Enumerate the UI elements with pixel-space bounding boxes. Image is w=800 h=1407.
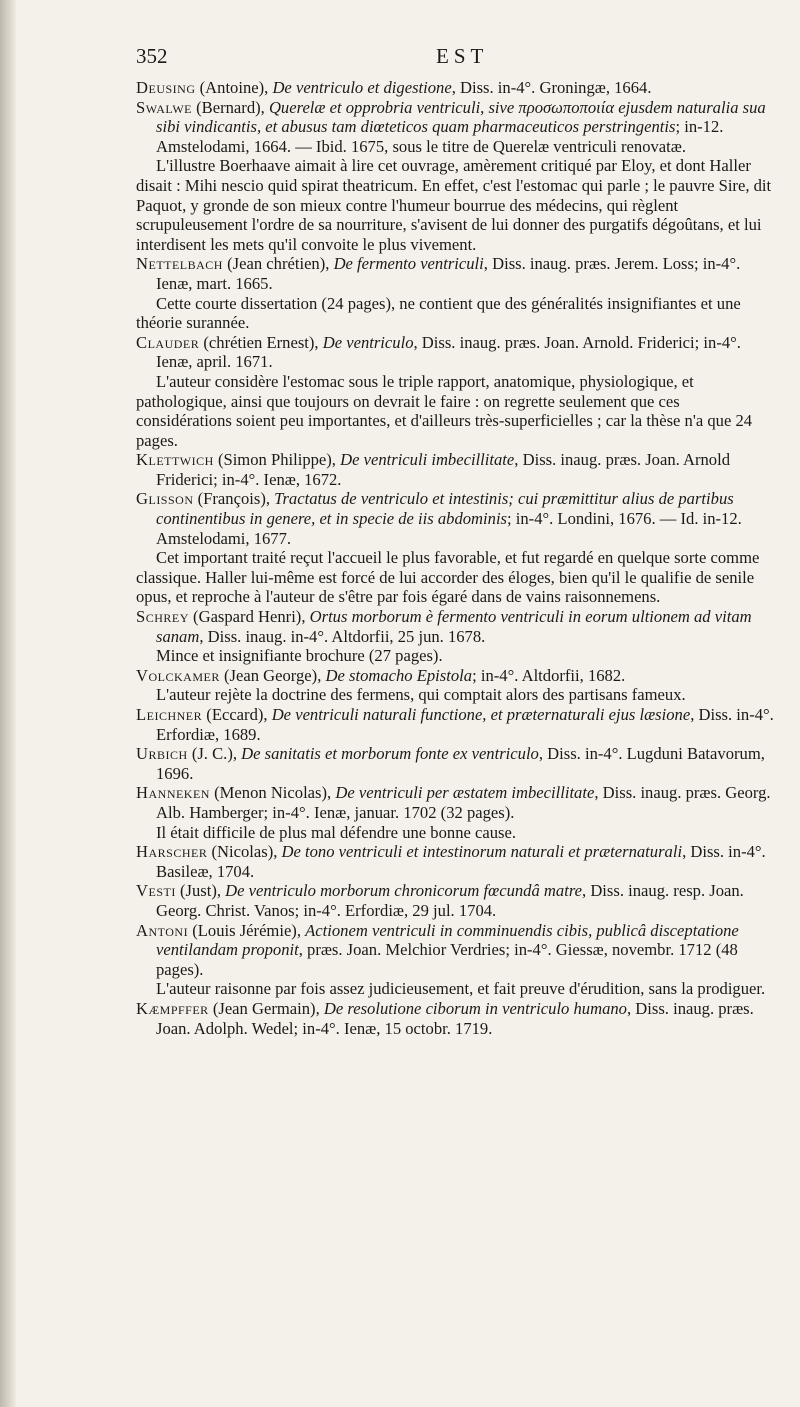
- bibliographic-citation: [136, 881, 774, 920]
- work-title: De tono ventriculi et intestinorum naturali et præternaturali: [281, 842, 683, 862]
- bibliographic-citation: [136, 921, 774, 980]
- bibliographic-citation: [136, 607, 774, 646]
- author-forenames: (Eccard),: [202, 705, 272, 724]
- work-title: Tractatus de ventriculo et intestinis; cui præmittitur alius de partibus continentibus in genere, et in specie de iis abdominis: [156, 489, 734, 529]
- author-forenames: (Jean Germain),: [208, 998, 324, 1018]
- author-forenames: (Menon Nicolas),: [209, 783, 336, 803]
- author-name: Vesti: [136, 881, 176, 901]
- imprint: , Diss. in-4°. Lugduni Batavorum, 1696.: [156, 744, 765, 783]
- work-title: De ventriculo morborum chronicorum fœcundâ matre: [225, 881, 583, 901]
- bibliographic-citation: [136, 489, 774, 548]
- work-title: De ventriculo et digestione: [272, 78, 452, 97]
- author-name: Urbich: [136, 744, 188, 764]
- work-title: De resolutione ciborum in ventriculo humano: [323, 998, 627, 1018]
- author-forenames: (Gaspard Henri),: [188, 607, 310, 627]
- imprint: , Diss. inaug. in-4°. Altdorfii, 25 jun. 1678.: [199, 626, 486, 646]
- bibliographic-citation: [136, 450, 774, 489]
- running-head: EST: [436, 44, 489, 68]
- author-forenames: (Simon Philippe),: [213, 450, 341, 470]
- author-forenames: (Just),: [175, 881, 226, 901]
- imprint: , Diss. inaug. præs. Joan. Arnold Friderici; in-4°. Ienæ, 1672.: [156, 450, 731, 489]
- work-title: De ventriculo: [322, 332, 414, 352]
- author-name: Leichner: [136, 705, 203, 724]
- author-forenames: (chrétien Ernest),: [199, 332, 323, 352]
- author-name: Volckamer: [136, 665, 220, 685]
- bibliographic-citation: [136, 78, 774, 98]
- commentary-paragraph: L'auteur considère l'estomac sous le triple rapport, anatomique, physiologique, et pathologique, ainsi que toujours on devrait le faire : on regrette seulement que ces considérations soient peu importantes, et d'ailleurs très-superficielles ; car la thèse n'a que 24 pages.: [136, 371, 753, 450]
- author-name: Deusing: [136, 78, 196, 97]
- author-forenames: (Nicolas),: [207, 842, 282, 862]
- bibliographic-citation: [136, 333, 774, 372]
- imprint: , Diss. in-4°. Erfordiæ, 1689.: [156, 705, 774, 744]
- work-title: De ventriculi imbecillitate: [340, 450, 515, 470]
- work-title: De stomacho Epistola: [325, 665, 473, 685]
- author-name: Kæmpffer: [136, 998, 209, 1018]
- imprint: , Diss. inaug. præs. Jerem. Loss; in-4°. Ienæ, mart. 1665.: [156, 254, 741, 293]
- bibliography-entries: [136, 78, 774, 1038]
- work-title: De sanitatis et morborum fonte ex ventriculo: [241, 744, 539, 764]
- author-forenames: (Jean George),: [219, 665, 326, 685]
- binding-shadow: [0, 0, 16, 1407]
- author-name: Schrey: [136, 607, 189, 627]
- author-name: Clauder: [136, 332, 200, 352]
- author-name: Harscher: [136, 842, 208, 862]
- author-forenames: (Jean chrétien),: [222, 254, 334, 274]
- imprint: , Diss. inaug. præs. Joan. Arnold. Friderici; in-4°. Ienæ, april. 1671.: [156, 332, 741, 372]
- author-forenames: (Antoine),: [195, 78, 273, 97]
- author-forenames: (J. C.),: [187, 744, 242, 764]
- bibliographic-citation: [136, 842, 774, 881]
- work-title: Actionem ventriculi in comminuendis cibis, publicâ disceptatione ventilandam proponit: [156, 920, 739, 960]
- author-name: Swalwe: [136, 97, 192, 117]
- work-title: De ventriculi per æstatem imbecillitate: [335, 783, 595, 803]
- work-title: De ventriculi naturali functione, et præternaturali ejus læsione: [271, 705, 691, 724]
- work-title: Ortus morborum è fermento ventriculi in eorum ultionem ad vitam sanam: [156, 607, 752, 646]
- bibliographic-citation: [136, 744, 774, 783]
- commentary-paragraph: L'illustre Boerhaave aimait à lire cet ouvrage, amèrement critiqué par Eloy, et dont Haller disait : Mihi nescio quid spirat theatricum. En effet, c'est l'estomac qui parle ; le pauvre Sire, dit Paquot, y gronde de son mieux contre l'humeur bourrue des médecins, qui règlent scrupuleusement l'ordre de sa nourriture, s'avisent de lui donner des purgatifs dégoûtans, et lui interdisent les mets qu'il convoite le plus vivement.: [136, 156, 772, 254]
- bibliographic-citation: [136, 98, 774, 157]
- author-forenames: (Louis Jérémie),: [188, 920, 306, 940]
- commentary-paragraph: Cet important traité reçut l'accueil le plus favorable, et fut regardé en quelque sorte comme classique. Haller lui-même est forcé de lui accorder des éloges, bien qu'il le qualifie de senile opus, et reproche à l'auteur de s'être par fois égaré dans de vains raisonnemens.: [136, 548, 760, 607]
- commentary-paragraph: L'auteur raisonne par fois assez judicieusement, et fait preuve d'érudition, sans la prodiguer.: [156, 979, 766, 999]
- bibliographic-citation: [136, 705, 774, 744]
- commentary-paragraph: Cette courte dissertation (24 pages), ne contient que des généralités insignifiantes et une théorie surannée.: [136, 293, 741, 333]
- bibliographic-citation: [136, 999, 774, 1038]
- author-name: Antoni: [136, 920, 189, 940]
- author-forenames: (Bernard),: [192, 97, 269, 117]
- imprint: ; in-4°. Londini, 1676. — Id. in-12. Amstelodami, 1677.: [156, 509, 742, 548]
- commentary-paragraph: Mince et insignifiante brochure (27 pages).: [156, 646, 443, 666]
- bibliographic-citation: [136, 254, 774, 293]
- bibliographic-citation: [136, 666, 774, 686]
- imprint: , Diss. inaug. præs. Georg. Alb. Hamberger; in-4°. Ienæ, januar. 1702 (32 pages).: [156, 783, 771, 822]
- author-name: Klettwich: [136, 450, 214, 470]
- work-title: Querelæ et opprobria ventriculi, sive προσωποποιία ejusdem naturalia sua sibi vindicantis, et abusus tam diœteticos quam pharmaceuticos perstringentis: [156, 97, 766, 137]
- author-name: Nettelbach: [136, 254, 223, 274]
- bibliographic-citation: [136, 783, 774, 822]
- author-forenames: (François),: [193, 489, 275, 509]
- imprint: , Diss. in-4°. Basileæ, 1704.: [156, 842, 766, 881]
- imprint: , Diss. inaug. resp. Joan. Georg. Christ. Vanos; in-4°. Erfordiæ, 29 jul. 1704.: [156, 881, 744, 920]
- work-title: De fermento ventriculi: [333, 254, 484, 274]
- commentary-paragraph: L'auteur rejète la doctrine des fermens, qui comptait alors des partisans fameux.: [156, 685, 686, 705]
- author-name: Hanneken: [136, 783, 210, 803]
- page-header: [136, 44, 774, 78]
- author-name: Glisson: [136, 489, 194, 509]
- imprint: , præs. Joan. Melchior Verdries; in-4°. Giessæ, novembr. 1712 (48 pages).: [156, 940, 738, 979]
- imprint: ; in-12. Amstelodami, 1664. — Ibid. 1675, sous le titre de Querelæ ventriculi renovatæ.: [156, 117, 724, 156]
- imprint: , Diss. inaug. præs. Joan. Adolph. Wedel; in-4°. Ienæ, 15 octobr. 1719.: [156, 998, 754, 1038]
- commentary-paragraph: Il était difficile de plus mal défendre une bonne cause.: [156, 822, 517, 842]
- imprint: ; in-4°. Altdorfii, 1682.: [472, 665, 626, 685]
- page-number: 352: [136, 44, 168, 68]
- imprint: , Diss. in-4°. Groningæ, 1664.: [451, 78, 652, 97]
